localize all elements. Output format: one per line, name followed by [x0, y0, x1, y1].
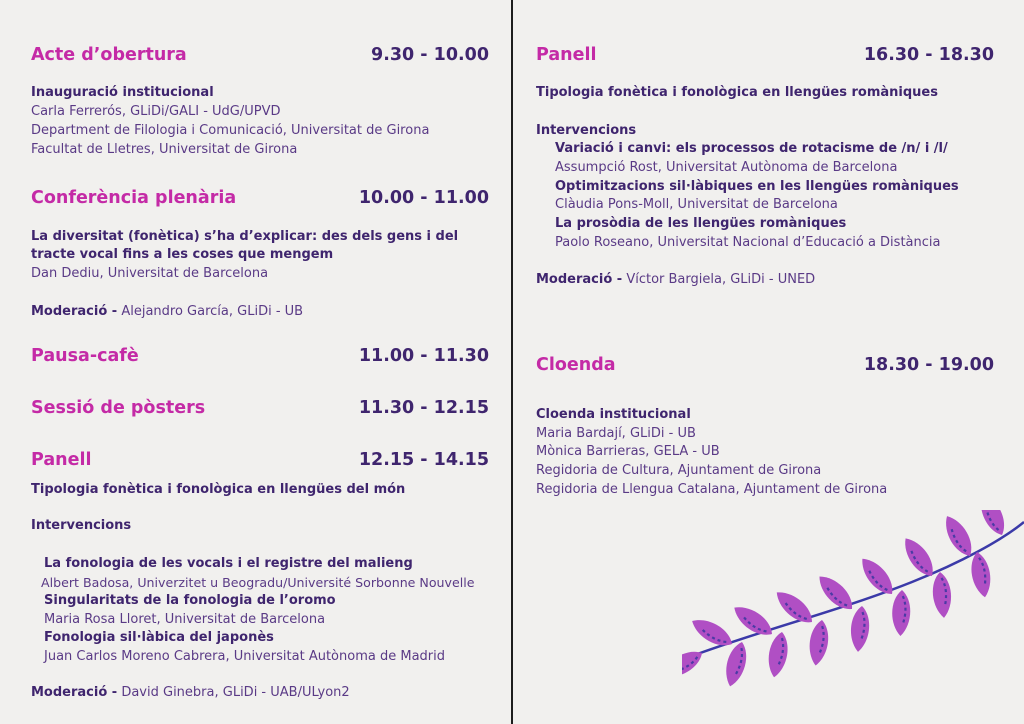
cloenda-subtitle: Cloenda institucional: [536, 407, 691, 422]
cloenda-line: Regidoria de Cultura, Ajuntament de Girona: [536, 463, 822, 478]
left-page: [0, 0, 511, 724]
panell-subtitle: Tipologia fonètica i fonològica en llengües romàniques: [536, 85, 938, 100]
leaf-branch-svg: [682, 510, 1024, 700]
intervention-title: Optimitzacions sil·làbiques en les llengües romàniques: [555, 179, 959, 194]
intervention-title: La prosòdia de les llengües romàniques: [555, 216, 847, 231]
moderation-label: Moderació -: [536, 272, 623, 287]
moderation-value: Alejandro García, GLiDi - UB: [117, 304, 304, 319]
intervention-speaker: Juan Carlos Moreno Cabrera, Universitat Autònoma de Madrid: [44, 649, 445, 664]
acte-time: 9.30 - 10.00: [371, 45, 489, 65]
posters-title: Sessió de pòsters: [31, 398, 206, 418]
conferencia-speaker: Dan Dediu, Universitat de Barcelona: [31, 266, 269, 281]
intervention-title: Variació i canvi: els processos de rotacisme de /n/ i /l/: [555, 141, 948, 156]
conferencia-moderation: [31, 304, 303, 319]
panell-time: 12.15 - 14.15: [358, 450, 489, 470]
acte-line: Carla Ferrerós, GLiDi/GALI - UdG/UPVD: [31, 104, 281, 119]
acte-line: Department de Filologia i Comunicació, Universitat de Girona: [31, 123, 430, 138]
intervention-speaker: Albert Badosa, Univerzitet u Beogradu/Université Sorbonne Nouvelle: [41, 575, 475, 590]
cloenda-time: 18.30 - 19.00: [863, 355, 994, 375]
interventions-label: Intervencions: [31, 518, 132, 533]
pausa-time: 11.00 - 11.30: [358, 346, 489, 366]
interventions-label: Intervencions: [536, 123, 637, 138]
posters-time: 11.30 - 12.15: [358, 398, 489, 418]
pausa-title: Pausa-cafè: [31, 346, 139, 366]
conferencia-subtitle: La diversitat (fonètica) s’ha d’explicar: des dels gens i del: [31, 229, 459, 244]
intervention-title: Fonologia sil·làbica del japonès: [44, 630, 274, 645]
panell-moderation: [536, 272, 815, 287]
moderation-label: Moderació -: [31, 685, 118, 700]
intervention-speaker: Clàudia Pons-Moll, Universitat de Barcelona: [555, 197, 838, 212]
cloenda-title: Cloenda: [536, 355, 616, 375]
intervention-title: La fonologia de les vocals i el registre del malieng: [44, 556, 413, 571]
acte-line: Facultat de Lletres, Universitat de Girona: [31, 142, 298, 157]
moderation-value: Víctor Bargiela, GLiDi - UNED: [622, 272, 816, 287]
acte-subtitle: Inauguració institucional: [31, 85, 214, 100]
panell-time: 16.30 - 18.30: [863, 45, 994, 65]
acte-title: Acte d’obertura: [31, 45, 187, 65]
conferencia-title: Conferència plenària: [31, 188, 237, 208]
panell-title: Panell: [31, 450, 92, 470]
panell-subtitle: Tipologia fonètica i fonològica en llengües del món: [31, 482, 406, 497]
intervention-speaker: Paolo Roseano, Universitat Nacional d’Educació a Distància: [555, 235, 941, 250]
moderation-label: Moderació -: [31, 304, 118, 319]
moderation-value: David Ginebra, GLiDi - UAB/ULyon2: [117, 685, 350, 700]
cloenda-line: Regidoria de Llengua Catalana, Ajuntament de Girona: [536, 482, 888, 497]
panell-title: Panell: [536, 45, 597, 65]
conferencia-time: 10.00 - 11.00: [358, 188, 489, 208]
intervention-speaker: Assumpció Rost, Universitat Autònoma de Barcelona: [555, 160, 898, 175]
intervention-title: Singularitats de la fonologia de l’oromo: [44, 593, 336, 608]
panell-moderation: [31, 685, 350, 700]
cloenda-line: Mònica Barrieras, GELA - UB: [536, 444, 720, 459]
conferencia-subtitle: tracte vocal fins a les coses que mengem: [31, 247, 334, 262]
leaf-branch-icon: [682, 510, 1024, 700]
cloenda-line: Maria Bardají, GLiDi - UB: [536, 426, 696, 441]
intervention-speaker: Maria Rosa Lloret, Universitat de Barcelona: [44, 612, 326, 627]
